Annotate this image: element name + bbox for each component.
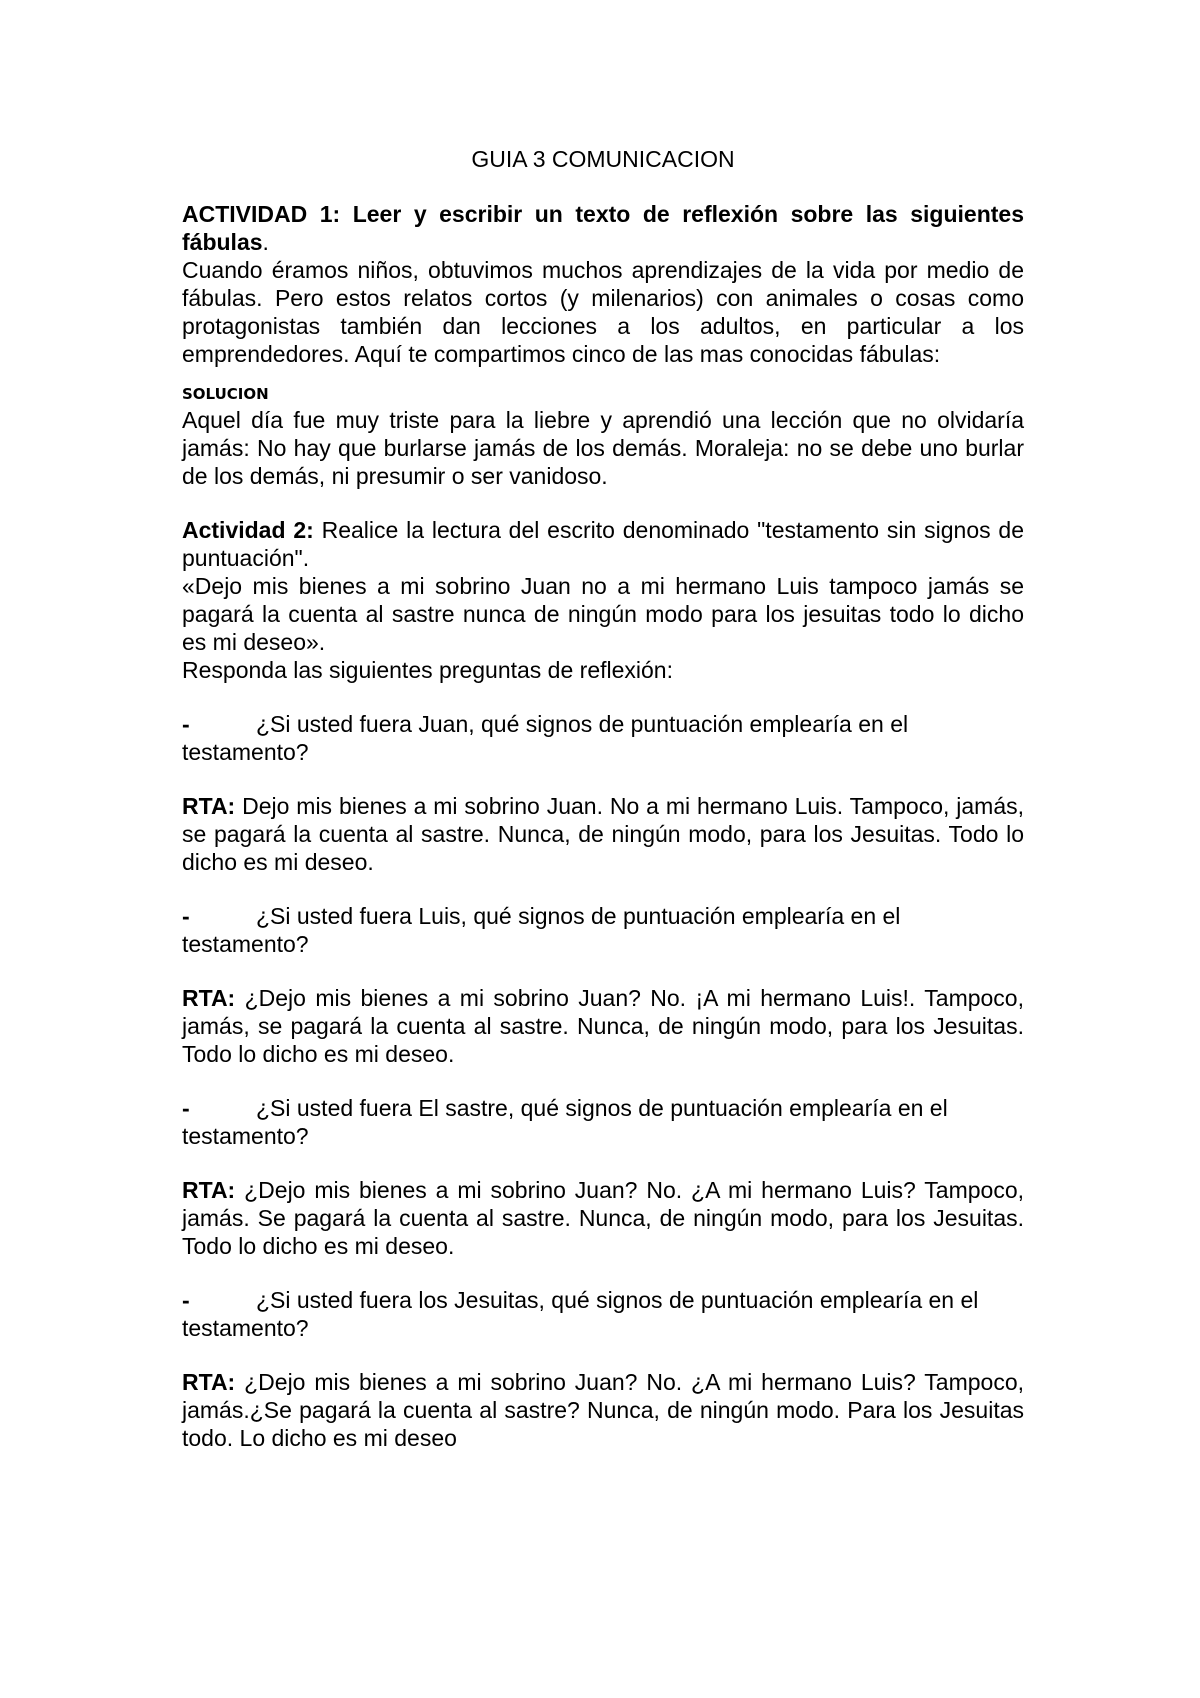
rta-label: RTA: [182, 1369, 236, 1395]
question-text: ¿Si usted fuera El sastre, qué signos de puntuación emplearía en el [256, 1095, 948, 1121]
actividad2-text: Realice la lectura del escrito denominado "testamento sin signos de puntuación". [182, 517, 1024, 571]
spacer [182, 876, 1024, 902]
actividad2-paragraph [182, 516, 1024, 572]
solucion-label: SOLUCION [182, 385, 269, 403]
answer-text: ¿Dejo mis bienes a mi sobrino Juan? No. ¿A mi hermano Luis? Tampoco, jamás.¿Se pagará la cuenta al sastre? Nunca, de ningún modo. Para los Jesuitas todo. Lo dicho es mi deseo [182, 1369, 1024, 1451]
testamento-text: «Dejo mis bienes a mi sobrino Juan no a mi hermano Luis tampoco jamás se pagará la cuenta al sastre nunca de ningún modo para los jesuitas todo lo dicho es mi deseo». [182, 573, 1024, 655]
question-item [182, 902, 1024, 930]
question-text-end: testamento? [182, 931, 309, 957]
question-text-end: testamento? [182, 1315, 309, 1341]
rta-label: RTA: [182, 1177, 236, 1203]
rta-label: RTA: [182, 793, 236, 819]
answer-text: ¿Dejo mis bienes a mi sobrino Juan? No. ¡A mi hermano Luis!. Tampoco, jamás, se pagará la cuenta al sastre. Nunca, de ningún modo, para los Jesuitas. Todo lo dicho es mi deseo. [182, 985, 1024, 1067]
question-text-end: testamento? [182, 739, 309, 765]
instruccion-text: Responda las siguientes preguntas de reflexión: [182, 657, 673, 683]
answer-paragraph [182, 984, 1024, 1068]
answer-paragraph [182, 792, 1024, 876]
answer-paragraph [182, 1176, 1024, 1260]
spacer [182, 490, 1024, 516]
question-text: ¿Si usted fuera los Jesuitas, qué signos de puntuación emplearía en el [256, 1287, 979, 1313]
actividad2-label: Actividad 2: [182, 517, 314, 543]
answer-text: Dejo mis bienes a mi sobrino Juan. No a mi hermano Luis. Tampoco, jamás, se pagará la cuenta al sastre. Nunca, de ningún modo, para los Jesuitas. Todo lo dicho es mi deseo. [182, 793, 1024, 875]
rta-label: RTA: [182, 985, 236, 1011]
spacer [182, 1150, 1024, 1176]
answer-text: ¿Dejo mis bienes a mi sobrino Juan? No. ¿A mi hermano Luis? Tampoco, jamás. Se pagará la cuenta al sastre. Nunca, de ningún modo, para los Jesuitas. Todo lo dicho es mi deseo. [182, 1177, 1024, 1259]
bullet-dash: - [182, 711, 190, 737]
bullet-dash: - [182, 903, 190, 929]
question-text-end: testamento? [182, 1123, 309, 1149]
spacer [182, 684, 1024, 710]
actividad1-heading-paragraph [182, 200, 1024, 256]
spacer [182, 1260, 1024, 1286]
question-text: ¿Si usted fuera Luis, qué signos de puntuación emplearía en el [256, 903, 901, 929]
document-body [182, 144, 1024, 1452]
question-item [182, 710, 1024, 738]
actividad1-heading: ACTIVIDAD 1: Leer y escribir un texto de reflexión sobre las siguientes fábulas [182, 201, 1024, 255]
actividad1-heading-period: . [262, 229, 269, 255]
solucion-text: Aquel día fue muy triste para la liebre y aprendió una lección que no olvidaría jamás: No hay que burlarse jamás de los demás. Moraleja: no se debe uno burlar de los demás, ni presumir o ser vanidoso. [182, 407, 1024, 489]
actividad1-intro: Cuando éramos niños, obtuvimos muchos aprendizajes de la vida por medio de fábulas. Pero estos relatos cortos (y milenarios) con animales o cosas como protagonistas también dan lecciones a los adultos, en particular a los emprendedores. Aquí te compartimos cinco de las mas conocidas fábulas: [182, 257, 1024, 367]
bullet-dash: - [182, 1095, 190, 1121]
spacer [182, 1342, 1024, 1368]
spacer [182, 766, 1024, 792]
document-title: GUIA 3 COMUNICACION [471, 146, 735, 172]
question-item [182, 1286, 1024, 1314]
spacer [182, 958, 1024, 984]
question-item [182, 1094, 1024, 1122]
answer-paragraph [182, 1368, 1024, 1452]
bullet-dash: - [182, 1287, 190, 1313]
spacer [182, 1068, 1024, 1094]
question-text: ¿Si usted fuera Juan, qué signos de puntuación emplearía en el [256, 711, 909, 737]
